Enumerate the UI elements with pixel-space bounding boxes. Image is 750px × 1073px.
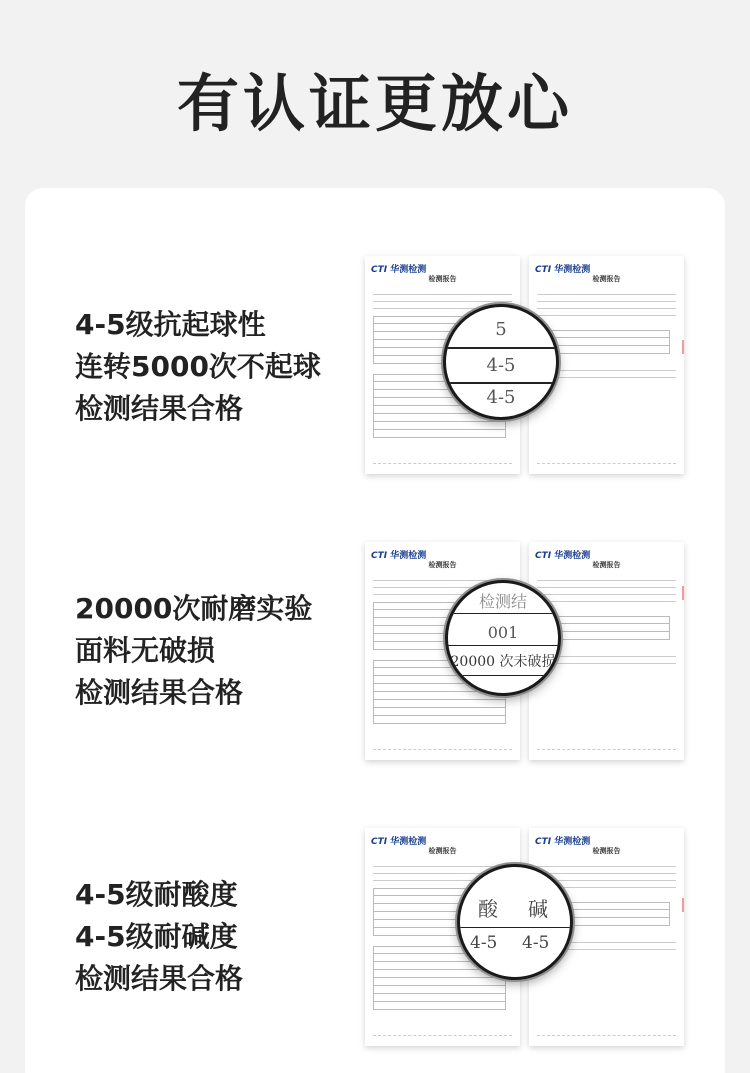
magnifier-header: 碱 [528,897,548,921]
magnifier-value: 4-5 [486,387,516,408]
report-documents [365,828,685,1048]
brand-name: 华测检测 [390,551,427,561]
magnifier-value: 4-5 [470,933,498,953]
section-line: 连转5000次不起球 [75,350,321,383]
section-text [75,588,375,714]
magnifier-lens [457,864,573,980]
section-line: 4-5级耐酸度 [75,878,238,911]
cti-logo: CTI [371,551,388,561]
cti-logo: CTI [535,265,552,275]
report-title: 检测报告 [428,847,457,855]
brand-name: 华测检测 [554,551,591,561]
magnifier-value: 20000 次未破损 [450,654,556,670]
magnifier-lens [443,304,559,420]
section-line: 面料无破损 [75,634,216,667]
cti-logo: CTI [535,551,552,561]
section-pilling [25,188,725,428]
section-line: 4-5级抗起球性 [75,308,266,341]
section-abrasion [25,476,725,716]
magnifier-lens [445,580,561,696]
magnifier-value: 001 [487,623,519,642]
report-title: 检测报告 [592,561,621,569]
magnifier-value: 5 [495,319,507,340]
certification-card [25,188,725,1073]
section-line: 检测结果合格 [75,392,244,425]
report-documents [365,542,685,762]
brand-name: 华测检测 [390,265,427,275]
section-acid-alkali [25,762,725,1002]
section-text [75,304,375,430]
page-title: 有认证更放心 [176,67,573,140]
report-title: 检测报告 [428,275,457,283]
section-text [75,874,375,1000]
magnifier-header: 酸 [478,897,498,921]
report-documents [365,256,685,476]
cti-logo: CTI [371,837,388,847]
section-line: 4-5级耐碱度 [75,920,238,953]
section-line: 检测结果合格 [75,962,244,995]
brand-name: 华测检测 [390,837,427,847]
cti-logo: CTI [535,837,552,847]
section-line: 检测结果合格 [75,676,244,709]
brand-name: 华测检测 [554,265,591,275]
magnifier-value: 检测结 [478,592,527,611]
brand-name: 华测检测 [554,837,591,847]
report-title: 检测报告 [592,847,621,855]
cti-logo: CTI [371,265,388,275]
report-title: 检测报告 [428,561,457,569]
magnifier-value: 4-5 [486,355,516,376]
section-line: 20000次耐磨实验 [75,592,313,625]
magnifier-value: 4-5 [522,933,550,953]
report-title: 检测报告 [592,275,621,283]
